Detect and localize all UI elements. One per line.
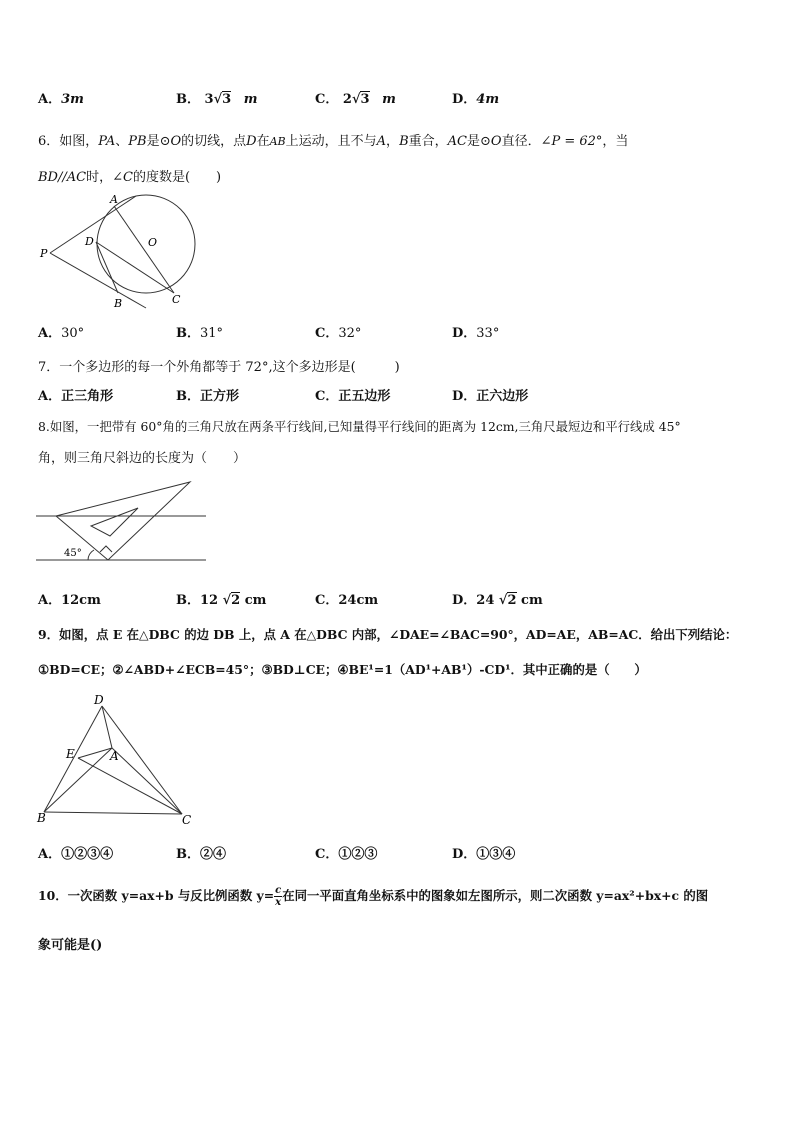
option-letter: A． — [38, 593, 62, 608]
option-letter: D． — [452, 847, 477, 862]
option-text: 32° — [338, 326, 362, 341]
option-letter: A． — [38, 92, 62, 107]
fraction-numerator: c — [275, 885, 282, 896]
q9-option-c[interactable] — [315, 843, 377, 862]
q6-stem-line2 — [38, 166, 221, 185]
option-letter: B． — [176, 389, 200, 404]
option-text: 30° — [61, 326, 85, 341]
text: 直径． — [501, 134, 541, 149]
option-unit: m — [382, 92, 396, 107]
side-bc — [44, 812, 182, 814]
text: ⊙O — [159, 134, 182, 149]
option-text: 正三角形 — [61, 389, 114, 404]
label-c: C — [172, 293, 181, 306]
sqrt-symbol: √2 — [498, 593, 517, 608]
text: 是 — [146, 134, 160, 149]
option-letter: C． — [315, 326, 339, 341]
right-angle-mark — [100, 546, 112, 552]
q6-stem-line1 — [38, 130, 628, 149]
text: 时， — [86, 170, 113, 185]
text: 的度数是( ) — [132, 170, 222, 185]
option-text: 24cm — [338, 593, 379, 608]
fraction-denominator: x — [275, 897, 282, 908]
text: ⊙O — [480, 134, 502, 149]
option-unit: cm — [244, 593, 267, 608]
text: 在同一平面直角坐标系中的图象如左图所示，则二次函数 y=ax²+bx+c 的图 — [282, 888, 709, 903]
label-d: D — [94, 693, 104, 707]
option-text: 31° — [200, 326, 224, 341]
radicand: 3 — [222, 92, 232, 107]
text: A — [376, 134, 387, 149]
text: B — [399, 134, 409, 149]
text: 6．如图， — [38, 134, 99, 149]
option-letter: B． — [176, 92, 200, 107]
q8-stem-line1: 8.如图，一把带有 60°角的三角尺放在两条平行线间,已知量得平行线间的距离为 12cm,三角尺最短边和平行线成 45° — [38, 419, 681, 434]
option-letter: B． — [176, 847, 200, 862]
option-text: 正五边形 — [338, 389, 391, 404]
option-coefficient: 3 — [204, 92, 214, 107]
text: 10．一次函数 y=ax+b 与反比例函数 y= — [38, 888, 275, 903]
option-coefficient: 24 — [476, 593, 495, 608]
label-a: A — [110, 193, 118, 206]
option-coefficient: 12 — [200, 593, 219, 608]
q5-option-b[interactable] — [176, 88, 257, 107]
q7-option-c[interactable] — [315, 385, 390, 404]
option-text: 12cm — [61, 593, 101, 608]
q8-figure — [36, 478, 208, 568]
tangent-pb — [50, 253, 146, 308]
text: 在 — [256, 134, 270, 149]
text: PA — [98, 134, 116, 149]
radicand: 3 — [360, 92, 370, 107]
q7-stem: 7．一个多边形的每一个外角都等于 72°,这个多边形是( ) — [38, 360, 400, 375]
option-text: ①③④ — [476, 847, 516, 862]
q9-option-b[interactable] — [176, 843, 226, 862]
q6-figure — [36, 190, 206, 315]
radicand: 2 — [231, 593, 241, 608]
q9-stem-line2: ①BD=CE；②∠ABD+∠ECB=45°；③BD⊥CE；④BE¹=1（AD¹+AB¹）-CD¹．其中正确的是（ ） — [38, 662, 647, 677]
text: ∠C — [112, 170, 133, 185]
segment-dc — [96, 242, 174, 293]
q8-option-c[interactable] — [315, 589, 378, 608]
sqrt-symbol: √2 — [222, 593, 241, 608]
option-text: ②④ — [200, 847, 227, 862]
q9-figure — [34, 692, 199, 827]
option-letter: C． — [315, 847, 339, 862]
segment-ac — [112, 748, 182, 814]
q9-stem-line1: 9．如图，点 E 在△DBC 的边 DB 上，点 A 在△DBC 内部，∠DAE=∠BAC=90°，AD=AE，AB=AC．给出下列结论： — [38, 627, 738, 642]
option-letter: B． — [176, 593, 200, 608]
q9-option-a[interactable] — [38, 843, 113, 862]
option-letter: A． — [38, 326, 62, 341]
option-letter: C． — [315, 389, 339, 404]
label-e: E — [66, 747, 75, 761]
sqrt-symbol: √3 — [213, 92, 232, 107]
q7-option-a[interactable] — [38, 385, 113, 404]
q6-option-b[interactable] — [176, 322, 223, 341]
option-letter: A． — [38, 847, 62, 862]
q8-stem-line2: 角，则三角尺斜边的长度为（ ） — [38, 451, 247, 466]
text: PB — [128, 134, 147, 149]
label-d: D — [85, 235, 94, 248]
text: D — [246, 134, 257, 149]
radicand: 2 — [507, 593, 517, 608]
label-b: B — [114, 297, 123, 310]
option-letter: D． — [452, 593, 477, 608]
label-a: A — [110, 749, 119, 763]
option-letter: C． — [315, 593, 339, 608]
text: ，当 — [602, 134, 629, 149]
q7-option-d[interactable] — [452, 385, 528, 404]
option-text: ①②③ — [338, 847, 378, 862]
text: AC — [447, 134, 467, 149]
arc-label: AB — [269, 135, 286, 148]
option-unit: cm — [521, 593, 543, 608]
q6-option-d[interactable] — [452, 322, 499, 341]
q8-option-b[interactable] — [176, 589, 266, 608]
angle-label-45: 45° — [64, 548, 82, 559]
label-p: P — [40, 247, 48, 260]
triangle-ruler-inner — [91, 508, 138, 536]
option-letter: D． — [452, 326, 477, 341]
q8-option-a[interactable] — [38, 589, 101, 608]
option-letter: D． — [452, 92, 477, 107]
q8-option-d[interactable] — [452, 589, 543, 608]
fraction-c-over-x — [274, 885, 282, 908]
option-text: ①②③④ — [61, 847, 114, 862]
sqrt-symbol: √3 — [351, 92, 370, 107]
option-text: 4m — [476, 92, 500, 107]
label-b: B — [37, 811, 46, 825]
option-text: 33° — [476, 326, 500, 341]
option-coefficient: 2 — [342, 92, 352, 107]
q6-option-c[interactable] — [315, 322, 361, 341]
q9-option-d[interactable] — [452, 843, 515, 862]
label-c: C — [182, 813, 192, 827]
q10-stem-line1 — [38, 885, 708, 908]
option-text: 3m — [61, 92, 84, 107]
option-text: 正方形 — [200, 389, 240, 404]
text: BD//AC — [38, 170, 87, 185]
text: 是 — [466, 134, 480, 149]
q7-option-b[interactable] — [176, 385, 239, 404]
segment-ec — [78, 758, 182, 814]
option-letter: D． — [452, 389, 477, 404]
q5-option-a[interactable] — [38, 88, 84, 107]
text: 、 — [115, 134, 129, 149]
angle-arc — [88, 550, 94, 560]
option-text: 正六边形 — [476, 389, 529, 404]
option-letter: C． — [315, 92, 339, 107]
q10-stem-line2: 象可能是() — [38, 938, 103, 953]
option-letter: A． — [38, 389, 62, 404]
q5-option-c[interactable] — [315, 88, 396, 107]
text: 上运动，且不与 — [285, 134, 377, 149]
option-unit: m — [243, 92, 258, 107]
text: ， — [386, 134, 400, 149]
text: ∠P = 62° — [540, 134, 603, 149]
text: 的切线，点 — [181, 134, 247, 149]
q5-option-d[interactable] — [452, 88, 499, 107]
q6-option-a[interactable] — [38, 322, 84, 341]
text: 重合， — [408, 134, 448, 149]
option-letter: B． — [176, 326, 200, 341]
diameter-ac — [114, 206, 174, 293]
label-o: O — [148, 236, 158, 249]
